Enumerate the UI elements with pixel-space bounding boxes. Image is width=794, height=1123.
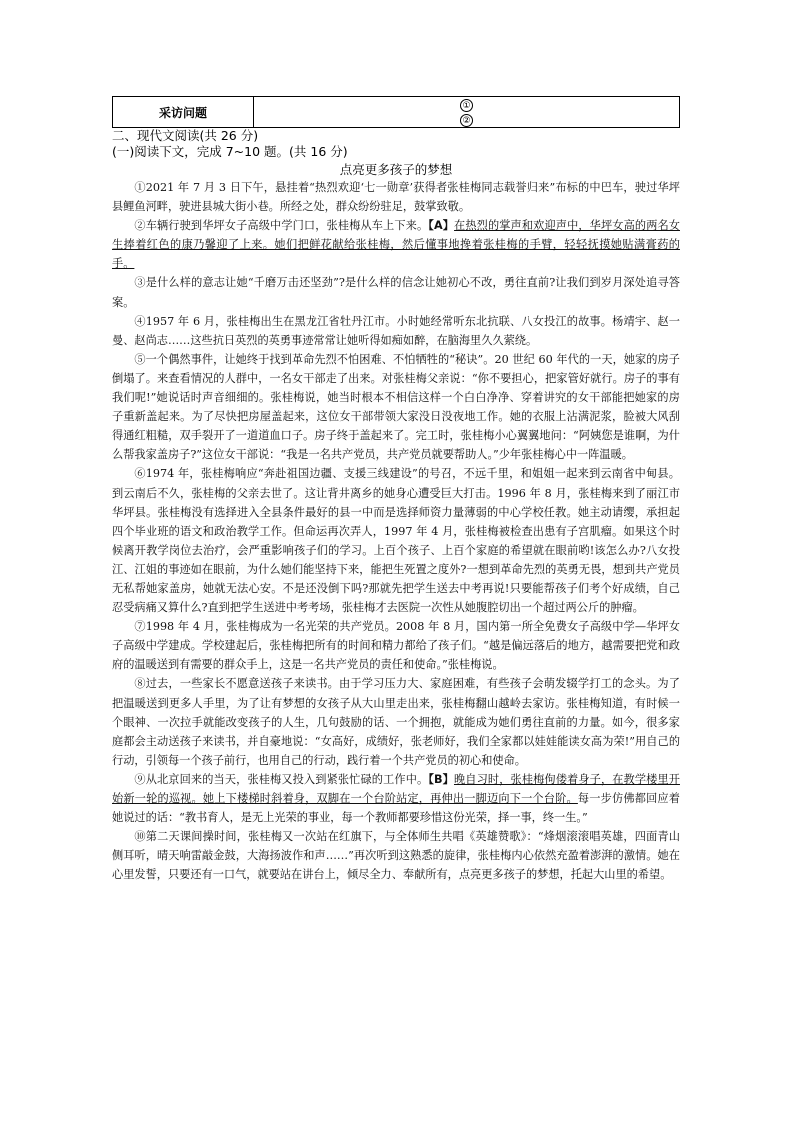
paragraph-9-tail: 每一步仿佛都回应着她说过的话：“教书育人，是无上光荣的事业，每一个教师都要珍惜这份光荣，择一事，终一生。” bbox=[112, 792, 680, 825]
article-title: 点亮更多孩子的梦想 bbox=[339, 162, 453, 177]
interview-question-label: 采访问题 bbox=[113, 97, 254, 128]
paragraph-7: ⑦1998 年 4 月，张桂梅成为一名光荣的共产党员。2008 年 8 月，国内第一所全免费女子高级中学—华坪女子高级中学建成。学校建起后，张桂梅把所有的时间和精力都给了孩子们。“越是偏远落后的地方，越需要把党和政府的温暖送到有需要的群众手上，这是一名共产党员的责任和使命。”张桂梅说。 bbox=[112, 620, 680, 672]
paragraph-3: ③是什么样的意志让她“千磨万击还坚劲”?是什么样的信念让她初心不改，勇往直前?让我们到岁月深处追寻答案。 bbox=[112, 276, 680, 309]
paragraph-2 bbox=[112, 216, 680, 273]
paragraph-5: ⑤一个偶然事件，让她终于找到革命先烈不怕困难、不怕牺牲的“秘诀”。20 世纪 60 年代的一天，她家的房子倒塌了。来查看情况的人群中，一名女干部走了出来。对张桂梅父亲说：“你不要担心，把家管好就行。房子的事有我们呢!”她说话时声音细细的。张桂梅说，她当时根本不相信这样一个白白净净、穿着讲究的女干部能把她家的房子重新盖起来。为了尽快把房屋盖起来，这位女干部带领大家没日没夜地工作。她的衣服上沾满泥浆，脸被大风刮得通红粗糙，双手裂开了一道道血口子。房子终于盖起来了。完工时，张桂梅小心翼翼地问：“阿姨您是谁啊，为什么帮我家盖房子?”这位女干部说：“我是一名共产党员，共产党员就要帮助人。”少年张桂梅心中一阵温暖。 bbox=[112, 352, 680, 462]
underlined-passage-b: 晚自习时，张桂梅佝偻着身子，在教学楼里开始新一轮的巡视。她上下楼梯时斜着身，双脚在一个台阶站定，再伸出一脚迈向下一个台阶。 bbox=[112, 772, 680, 805]
section-subheading: (一)阅读下文，完成 7~10 题。(共 16 分) bbox=[112, 144, 348, 159]
article-body bbox=[112, 178, 680, 884]
section-heading: 二、现代文阅读(共 26 分) bbox=[112, 128, 259, 143]
marker-a: 【A】 bbox=[428, 219, 455, 233]
answer-marker-2: ② bbox=[460, 114, 473, 127]
underlined-passage-a: 在热烈的掌声和欢迎声中，华坪女高的两名女生捧着红色的康乃馨迎了上来。她们把鲜花献给张桂梅，然后懂事地搀着张桂梅的手臂，轻轻抚摸她贴满膏药的手。 bbox=[112, 219, 680, 271]
paragraph-10: ⑩第二天课间操时间，张桂梅又一次站在红旗下，与全体师生共唱《英雄赞歌》：“烽烟滚滚唱英雄，四面青山侧耳听，晴天响雷敲金鼓，大海扬波作和声……”再次听到这熟悉的旋律，张桂梅内心依然充盈着澎湃的激情。她在心里发誓，只要还有一口气，就要站在讲台上，倾尽全力、奉献所有，点亮更多孩子的梦想，托起大山里的希望。 bbox=[112, 830, 680, 882]
paragraph-6: ⑥1974 年，张桂梅响应“奔赴祖国边疆、支援三线建设”的号召，不远千里，和姐姐一起来到云南省中甸县。到云南后不久，张桂梅的父亲去世了。这让背井离乡的她身心遭受巨大打击。1996 年 8 月，张桂梅来到了丽江市华坪县。张桂梅没有选择进入全县条件最好的县一中而是选择师资力量薄弱的中心学校任教。她主动请缨，承担起四个毕业班的语文和政治教学工作。但命运再次弄人，1997 年 4 月，张桂梅被检查出患有子宫肌瘤。如果这个时候离开教学岗位去治疗，会严重影响孩子们的学习。上百个孩子、上百个家庭的希望就在眼前哟!该怎么办?八女投江、江姐的事迹如在眼前，为什么她们能坚持下来，能把生死置之度外?一想到革命先烈的英勇无畏，想到共产党员无私帮她家盖房，她就无法心安。不是还没倒下吗?那就先把学生送去中考再说!只要能帮孩子们考个好成绩，自己忍受病痛又算什么?直到把学生送进中考考场，张桂梅才去医院一次性从她腹腔切出一个超过两公斤的肿瘤。 bbox=[112, 467, 680, 615]
interview-answer-cell[interactable] bbox=[254, 97, 680, 128]
paragraph-4: ④1957 年 6 月，张桂梅出生在黑龙江省牡丹江市。小时她经常听东北抗联、八女投江的故事。杨靖宇、赵一曼、赵尚志……这些抗日英烈的英勇事迹常常让她听得如痴如醉，在脑海里久久萦绕。 bbox=[112, 314, 680, 347]
paragraph-1: ①2021 年 7 月 3 日下午，悬挂着“热烈欢迎‘七一勋章’获得者张桂梅同志载誉归来”布标的中巴车，驶过华坪县鲤鱼河畔，驶进县城大街小巷。所经之处，群众纷纷驻足，鼓掌致敬。 bbox=[112, 181, 680, 214]
answer-marker-1: ① bbox=[460, 99, 473, 112]
paragraph-9-text: ⑨从北京回来的当天，张桂梅又投入到紧张忙碌的工作中。 bbox=[134, 772, 429, 786]
paragraph-2-text: ②车辆行驶到华坪女子高级中学门口，张桂梅从车上下来。 bbox=[134, 219, 429, 233]
paragraph-8: ⑧过去，一些家长不愿意送孩子来读书。由于学习压力大、家庭困难，有些孩子会萌发辍学打工的念头。为了把温暖送到更多人手里，为了让有梦想的女孩子从大山里走出来，张桂梅翻山越岭去家访。张桂梅知道，有时候一个眼神、一次拉手就能改变孩子的人生，几句鼓励的话、一个拥抱，就能成为她们勇往直前的力量。如今，很多家庭都会主动送孩子来读书，并自豪地说：“女高好，成绩好，张老师好，我们全家都以娃娃能读女高为荣!”用自己的行动，引领每一个孩子前行，也用自己的行动，践行着一个共产党员的初心和使命。 bbox=[112, 677, 680, 767]
interview-table bbox=[112, 96, 680, 128]
page bbox=[112, 96, 680, 884]
marker-b: 【B】 bbox=[428, 772, 454, 786]
paragraph-9 bbox=[112, 770, 680, 827]
